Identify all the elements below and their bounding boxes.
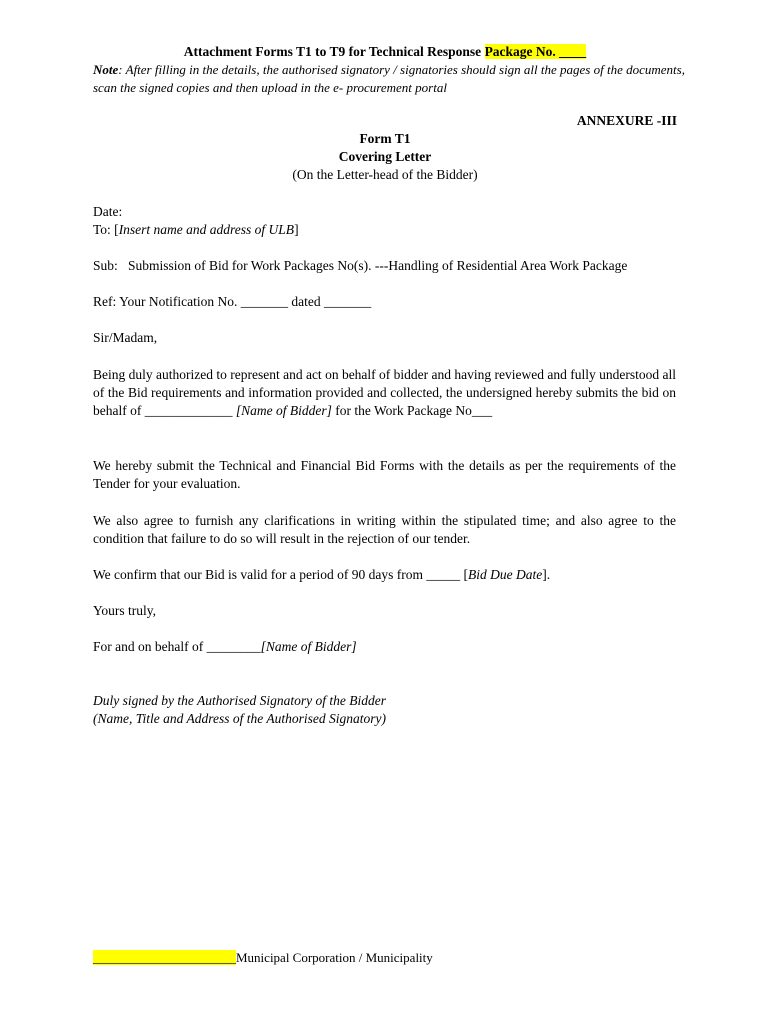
form-number: Form T1 xyxy=(359,131,411,146)
note-text: : After filling in the details, the authorised signatory / signatories should sign all the pages of the documents, scan the signed copies and then upload in the e- procurement portal xyxy=(93,62,685,95)
paragraph-4-tail: ]. xyxy=(542,567,551,582)
form-subtitle: (On the Letter-head of the Bidder) xyxy=(292,167,478,182)
paragraph-clarifications: We also agree to furnish any clarifications in writing within the stipulated time; and also agree to the condition that failure to do so will result in the rejection of our tender. xyxy=(93,513,676,546)
form-title: Covering Letter xyxy=(338,149,432,164)
paragraph-1-tail: for the Work Package No___ xyxy=(331,403,493,418)
date-line: Date: xyxy=(93,204,123,219)
salutation: Sir/Madam, xyxy=(93,330,158,345)
paragraph-authorization xyxy=(93,366,676,420)
to-placeholder: Insert name and address of ULB xyxy=(118,222,295,237)
subject-text: Submission of Bid for Work Packages No(s). ---Handling of Residential Area Work Package xyxy=(128,258,628,273)
footer-blank-highlight: ______________________ xyxy=(93,950,236,965)
header-title-text: Attachment Forms T1 to T9 for Technical Response xyxy=(183,44,485,59)
bid-due-date-placeholder: Bid Due Date xyxy=(467,567,543,582)
signature-line-1: Duly signed by the Authorised Signatory of the Bidder xyxy=(93,693,386,708)
header-title xyxy=(0,43,770,61)
annexure-label: ANNEXURE -III xyxy=(576,113,677,128)
paragraph-validity xyxy=(93,566,676,584)
to-prefix: To: [ xyxy=(93,222,119,237)
instruction-note xyxy=(93,61,693,97)
bidder-name-placeholder: [Name of Bidder] xyxy=(235,403,332,418)
to-line xyxy=(93,221,299,239)
package-number-highlight: Package No. ____ xyxy=(484,44,587,59)
signature-line-2: (Name, Title and Address of the Authorised Signatory) xyxy=(93,711,386,726)
footer-text: Municipal Corporation / Municipality xyxy=(236,950,433,965)
note-label: Note xyxy=(93,62,119,77)
behalf-line xyxy=(93,638,357,656)
paragraph-4-text: We confirm that our Bid is valid for a period of 90 days from _____ [ xyxy=(93,567,468,582)
subject-line xyxy=(93,257,676,275)
paragraph-submission: We hereby submit the Technical and Financial Bid Forms with the details as per the requirements of the Tender for your evaluation. xyxy=(93,458,676,491)
closing: Yours truly, xyxy=(93,603,157,618)
behalf-bidder-placeholder: [Name of Bidder] xyxy=(260,639,357,654)
footer xyxy=(93,949,433,967)
subject-label: Sub: xyxy=(93,258,118,273)
paragraph-1-text: Being duly authorized to represent and act on behalf of bidder and having reviewed and fully understood all of the Bid requirements and information provided and collected, the undersigned hereby submits the bid on behalf of _____________ xyxy=(93,367,676,418)
behalf-text: For and on behalf of ________ xyxy=(93,639,261,654)
reference-line: Ref: Your Notification No. _______ dated _______ xyxy=(93,294,372,309)
to-suffix: ] xyxy=(294,222,299,237)
